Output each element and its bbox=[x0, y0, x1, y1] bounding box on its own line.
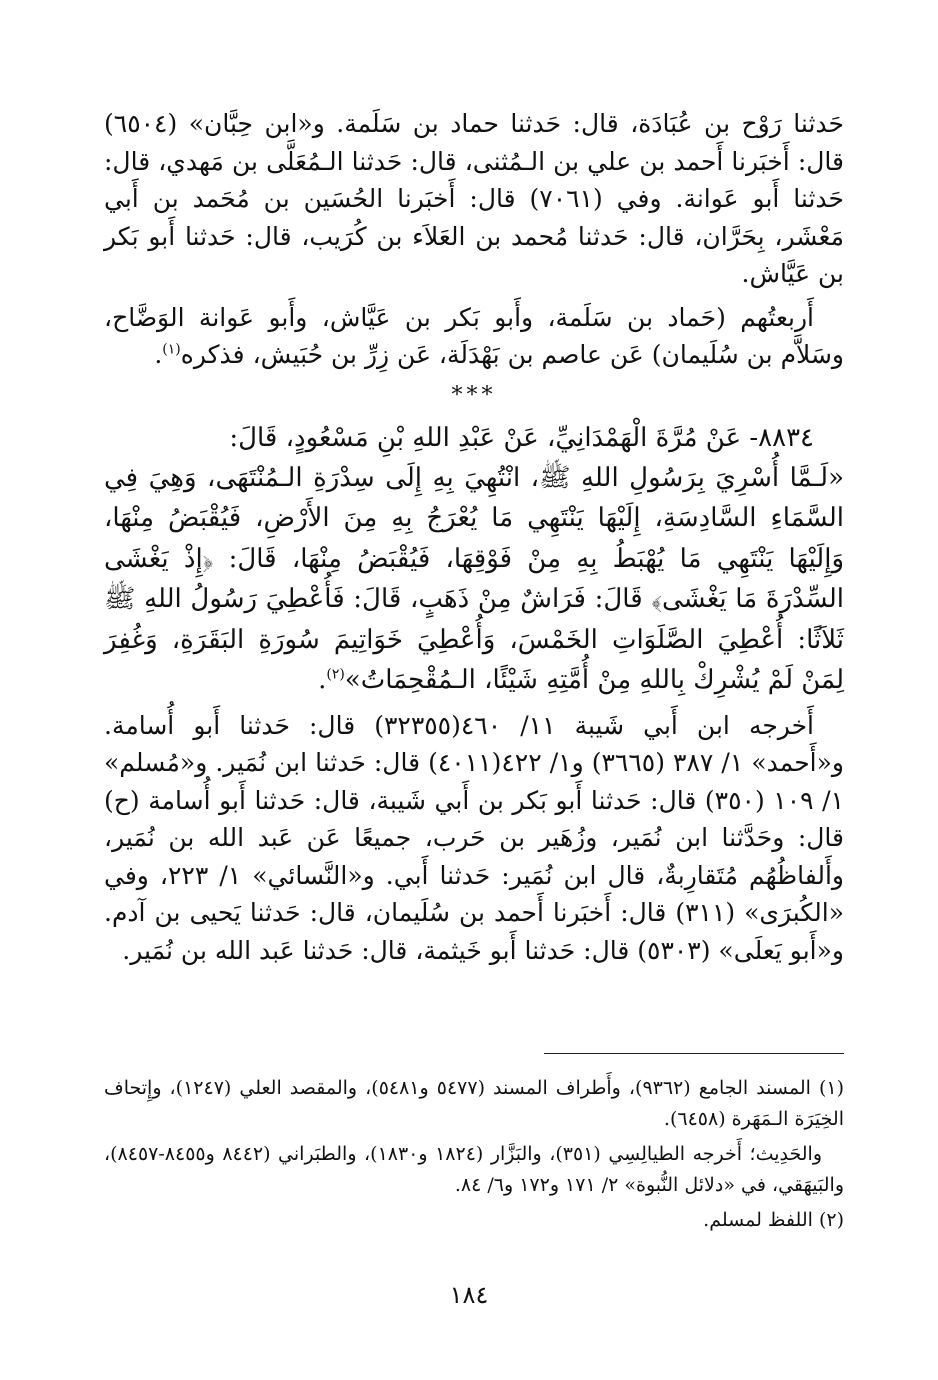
footnote-2: (٢) اللفظ لمسلم. bbox=[703, 1209, 844, 1231]
chain-summary-text: أَربعتُهم (حَماد بن سَلَمة، وأَبو بَكر بن عَيَّاش، وأَبو عَوانة الوَضَّاح، وسَلاَّم بن سُلَيمان) عَن عاصم بن بَهْدَلَة، عَن زِرِّ بن حُبَيش، فذكره bbox=[104, 302, 844, 369]
page-body bbox=[104, 105, 845, 1231]
section-separator: *** bbox=[451, 382, 497, 408]
chain-paragraph: حَدثنا رَوْح بن عُبَادَة، قال: حَدثنا حماد بن سَلَمة. و«ابن حِبَّان» (٦٥٠٤) قال: أَخبَرنا أَحمد بن علي بن الـمُثنى، قال: حَدثنا الـمُعَلَّى بن مَهدي، قال: حَدثنا أَبو عَوانة. وفي (٧٠٦١) قال: أَخبَرنا الحُسَين بن مُحَمد بن أَبي مَعْشَر، بِحَرَّان، قال: حَدثنا مُحمد بن العَلاَء بن كُرَيب، قال: حَدثنا أَبو بَكر بن عَيَّاش. bbox=[104, 109, 844, 288]
chain-summary-end: . bbox=[154, 340, 163, 369]
footnote-ref-1: (١) bbox=[162, 341, 181, 358]
hadith-text-paragraph bbox=[104, 458, 844, 701]
takhrij-paragraph: أَخرجه ابن أَبي شَيبة ١١/ ٤٦٠(٣٢٣٥٥) قال: حَدثنا أَبو أُسامة. و«أَحمد» ١/ ٣٨٧ (٣٦٦٥) و١/ ٤٢٢(٤٠١١) قال: حَدثنا ابن نُمَير. و«مُسلم» ١/ ١٠٩ (٣٥٠) قال: حَدثنا أَبو بَكر بن أَبي شَيبة، قال: حَدثنا أَبو أُسامة (ح) قال: وحَدَّثنا ابن نُمَير، وزُهَير بن حَرب، جميعًا عَن عَبد الله بن نُمَير، وأَلفاظُهُم مُتَقارِبةٌ، قال ابن نُمَير: حَدثنا أَبي. و«النَّسائي» ١/ ٢٢٣، وفي «الكُبرَى» (٣١١) قال: أَخبَرنا أَحمد بن سُلَيمان، قال: حَدثنا يَحيى بن آدم. و«أَبو يَعلَى» (٥٣٠٣) قال: حَدثنا أَبو خَيثمة، قال: حَدثنا عَبد الله بن نُمَير. bbox=[104, 710, 845, 965]
footnote-1: (١) المسند الجامع (٩٣٦٢)، وأَطراف المسند (٥٤٧٧ و٥٤٨١)، والمقصد العلي (١٢٤٧)، وإِتحاف الخِيَرَة الـمَهَرة (٦٤٥٨). bbox=[104, 1077, 844, 1130]
footnote-ref-2: (٢) bbox=[326, 666, 345, 683]
hadith-text: «لَـمَّا أُسْرِيَ بِرَسُولِ اللهِ ﷺ، انْتُهِيَ بِهِ إِلَى سِدْرَةِ الـمُنْتَهَى، وَهِيَ فِي السَّمَاءِ السَّادِسَةِ، إِلَيْهَا يَنْتَهِي مَا يُعْرَجُ بِهِ مِنَ الأَرْضِ، فَيُقْبَضُ مِنْهَا، وَإِلَيْهَا يَنْتَهِي مَا يُهْبَطُ بِهِ مِنْ فَوْقِهَا، فَيُقْبَضُ مِنْهَا، قَالَ: ﴿إِذْ يَغْشَى السِّدْرَةَ مَا يَغْشَى﴾ قَالَ: فَرَاشٌ مِنْ ذَهَبٍ، قَالَ: فَأُعْطِيَ رَسُولُ اللهِ ﷺ ثَلاَثًا: أُعْطِيَ الصَّلَوَاتِ الخَمْسَ، وَأُعْطِيَ خَوَاتِيمَ سُورَةِ البَقَرَةِ، وَغُفِرَ لِمَنْ لَمْ يُشْرِكْ بِاللهِ مِنْ أُمَّتِهِ شَيْئًا، الـمُقْحِمَاتُ» bbox=[104, 462, 844, 695]
hadith-heading: ٨٨٣٤- عَنْ مُرَّةَ الْهَمْدَانِيِّ، عَنْ عَبْدِ اللهِ بْنِ مَسْعُودٍ، قَالَ: bbox=[229, 422, 814, 453]
footnotes bbox=[104, 1073, 844, 1236]
hadith-text-end: . bbox=[318, 665, 327, 695]
page-number: ١٨٤ bbox=[449, 1281, 489, 1309]
chain-summary-paragraph bbox=[104, 299, 844, 374]
footnote-1-continuation: والحَدِيث؛ أَخرجه الطيالِسِي (٣٥١)، والبَزَّار (١٨٢٤ و١٨٣٠)، والطبَراني (٨٤٤٢ و٨٤٥٥-٨٤٥٧)، والبَيهَقي، في «دلائل النُّبوة» ٢/ ١٧١ و١٧٢ و٦/ ٨٤. bbox=[104, 1143, 844, 1196]
footnote-divider-line bbox=[544, 1053, 844, 1054]
